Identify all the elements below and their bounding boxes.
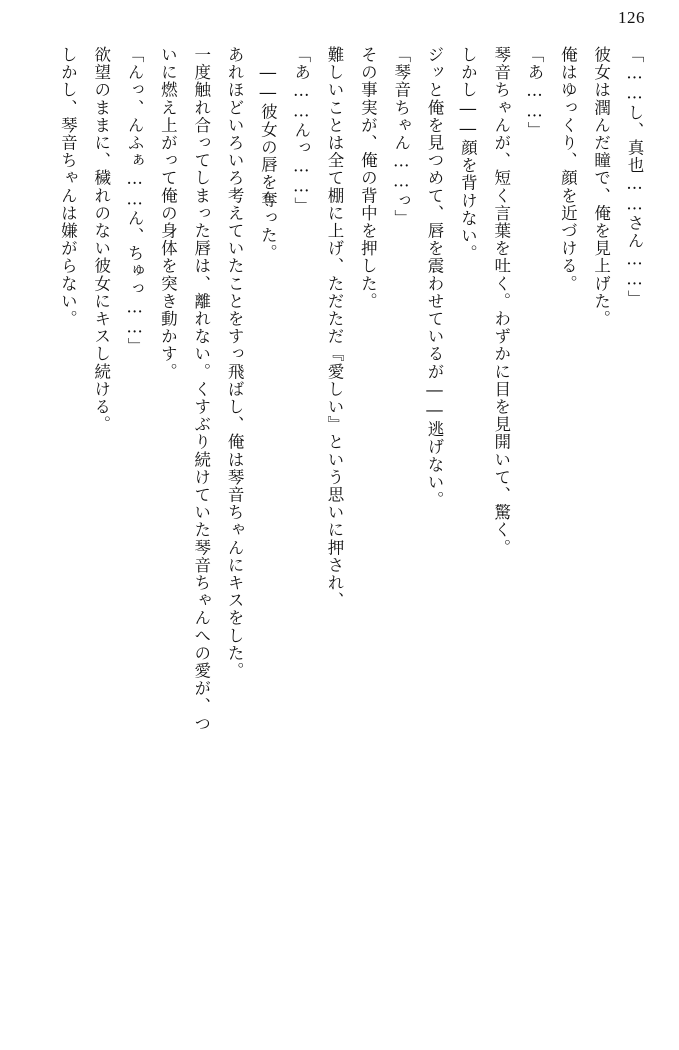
paragraph: 難しいことは全て棚に上げ、ただただ『愛しい』という思いに押され、: [325, 46, 345, 610]
page-body-text: [28, 46, 651, 1022]
paragraph: しかし、琴音ちゃんは嫌がらない。: [58, 46, 78, 328]
paragraph: いに燃え上がって俺の身体を突き動かす。: [158, 46, 178, 381]
paragraph: 欲望のままに、穢れのない彼女にキスし続ける。: [91, 46, 111, 434]
paragraph: 「あ……」: [525, 46, 545, 139]
paragraph: 「……し、真也……さん……」: [625, 46, 644, 308]
page-number: 126: [618, 8, 645, 27]
paragraph: 「琴音ちゃん……っ」: [391, 46, 411, 227]
paragraph: 「んっ、んふぁ……ん、ちゅっ……」: [125, 46, 145, 356]
paragraph: 琴音ちゃんが、短く言葉を吐く。わずかに目を見開いて、驚く。: [491, 46, 511, 557]
paragraph: 俺はゆっくり、顔を近づける。: [558, 46, 578, 293]
paragraph: しかし――顔を背けない。: [458, 46, 478, 263]
paragraph: あれほどいろいろ考えていたことをすっ飛ばし、俺は琴音ちゃんにキスをした。: [225, 46, 245, 680]
paragraph: 彼女は潤んだ瞳で、俺を見上げた。: [591, 46, 611, 328]
paragraph: 一度触れ合ってしまった唇は、離れない。くすぶり続けていた琴音ちゃんへの愛が、つ: [191, 46, 211, 733]
paragraph: 「あ……んっ……」: [291, 46, 311, 215]
paragraph: ――彼女の唇を奪った。: [258, 62, 278, 262]
paragraph: その事実が、俺の背中を押した。: [358, 46, 378, 310]
paragraph: ジッと俺を見つめて、唇を震わせているが――逃げない。: [425, 46, 445, 509]
